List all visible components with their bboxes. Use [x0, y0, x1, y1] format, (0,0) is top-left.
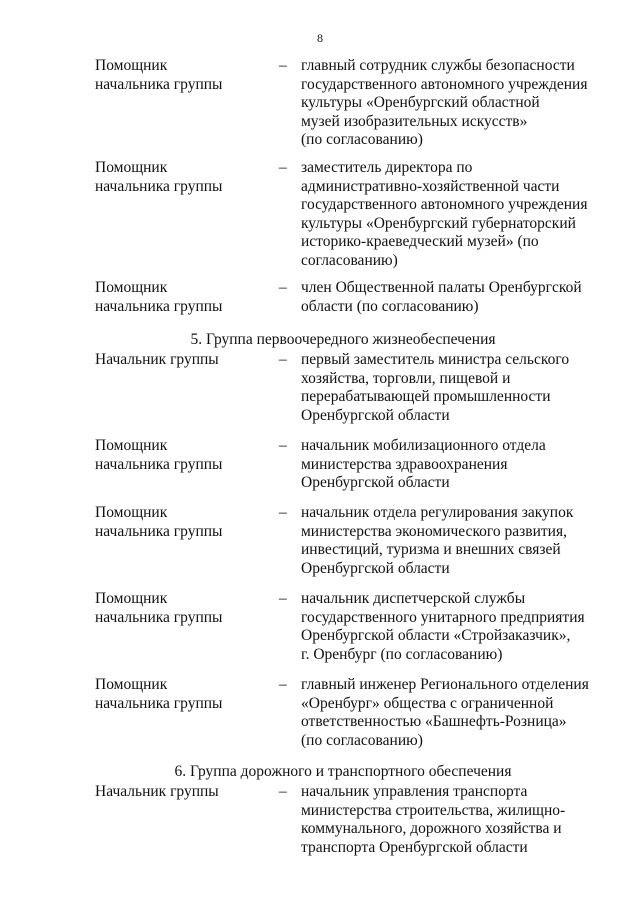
role-line: Помощник — [95, 437, 168, 454]
list-item — [0, 590, 640, 663]
role-line: начальника группы — [95, 297, 223, 315]
description-line: области (по согласованию) — [301, 297, 479, 315]
role-label — [95, 783, 265, 802]
description-line: главный инженер Регионального отделения — [301, 676, 589, 693]
position-description — [301, 351, 601, 425]
description-line: ответственностью «Башнефть-Розница» — [301, 713, 567, 730]
dash-separator: – — [279, 159, 287, 176]
position-description — [301, 279, 601, 316]
page-number: 8 — [317, 31, 323, 45]
description-line: государственного унитарного предприятия — [301, 608, 585, 626]
list-item — [0, 159, 640, 269]
description-line: транспорта Оренбургской области — [301, 838, 528, 856]
description-line: инвестиций, туризма и внешних связей — [301, 541, 561, 558]
role-line: Начальник группы — [95, 351, 219, 368]
role-line: начальника группы — [95, 522, 223, 540]
description-line: начальник мобилизационного отдела — [301, 437, 546, 454]
description-line: историко-краеведческий музей» (по — [301, 233, 539, 250]
role-line: начальника группы — [95, 694, 223, 712]
dash-separator: – — [279, 437, 287, 454]
role-label — [95, 504, 265, 541]
description-line: Оренбургской области — [301, 559, 450, 577]
list-item — [0, 783, 640, 856]
role-label — [95, 437, 265, 474]
role-line: Начальник группы — [95, 783, 219, 800]
role-label — [95, 159, 265, 196]
position-description — [301, 676, 601, 750]
role-line: Помощник — [95, 676, 168, 693]
position-description — [301, 57, 601, 150]
dash-separator: – — [279, 590, 287, 607]
role-label — [95, 57, 265, 94]
position-description — [301, 504, 601, 578]
description-line: хозяйства, торговли, пищевой и — [301, 369, 511, 387]
description-line: министерства строительства, жилищно- — [301, 801, 566, 819]
description-line: (по согласованию) — [301, 731, 423, 749]
description-line: Оренбургской области — [301, 406, 450, 424]
role-line: Помощник — [95, 57, 168, 74]
description-line: г. Оренбург (по согласованию) — [301, 645, 503, 663]
role-label — [95, 279, 265, 316]
description-line: (по согласованию) — [301, 131, 423, 148]
description-line: музей изобразительных искусств» — [301, 112, 528, 130]
description-line: заместитель директора по — [301, 159, 473, 176]
description-line: министерства здравоохранения — [301, 455, 508, 473]
description-line: коммунального, дорожного хозяйства и — [301, 820, 562, 837]
description-line: согласованию) — [301, 251, 398, 269]
dash-separator: – — [279, 504, 287, 521]
list-item — [0, 57, 640, 148]
role-label — [95, 351, 265, 370]
dash-separator: – — [279, 351, 287, 368]
position-description — [301, 159, 601, 270]
list-item — [0, 279, 640, 315]
position-description — [301, 783, 601, 857]
description-line: административно-хозяйственной части — [301, 177, 560, 195]
section-heading: 5. Группа первоочередного жизнеобеспечения — [190, 331, 496, 348]
role-line: начальника группы — [95, 608, 223, 626]
role-label — [95, 676, 265, 713]
section-heading: 6. Группа дорожного и транспортного обеспечения — [174, 763, 512, 780]
description-line: первый заместитель министра сельского — [301, 351, 570, 368]
role-line: начальника группы — [95, 75, 223, 93]
description-line: начальник управления транспорта — [301, 783, 528, 800]
list-item — [0, 676, 640, 749]
dash-separator: – — [279, 783, 287, 800]
role-label — [95, 590, 265, 627]
description-line: перерабатывающей промышленности — [301, 388, 551, 405]
dash-separator: – — [279, 676, 287, 693]
description-line: Оренбургской области «Стройзаказчик», — [301, 627, 571, 644]
description-line: член Общественной палаты Оренбургской — [301, 279, 582, 296]
description-line: главный сотрудник службы безопасности — [301, 57, 575, 74]
role-line: Помощник — [95, 504, 168, 521]
dash-separator: – — [279, 279, 287, 296]
description-line: культуры «Оренбургский губернаторский — [301, 214, 576, 232]
description-line: культуры «Оренбургский областной — [301, 94, 540, 111]
list-item — [0, 437, 640, 491]
description-line: «Оренбург» общества с ограниченной — [301, 694, 554, 712]
description-line: министерства экономического развития, — [301, 522, 567, 540]
description-line: Оренбургской области — [301, 474, 450, 491]
description-line: государственного автономного учреждения — [301, 196, 588, 213]
position-description — [301, 590, 601, 664]
position-description — [301, 437, 601, 493]
list-item — [0, 351, 640, 424]
dash-separator: – — [279, 57, 287, 74]
role-line: Помощник — [95, 590, 168, 607]
description-line: государственного автономного учреждения — [301, 75, 588, 93]
list-item — [0, 504, 640, 577]
description-line: начальник отдела регулирования закупок — [301, 504, 574, 521]
description-line: начальник диспетчерской службы — [301, 590, 526, 607]
role-line: начальника группы — [95, 177, 223, 195]
role-line: начальника группы — [95, 455, 223, 473]
role-line: Помощник — [95, 159, 168, 176]
role-line: Помощник — [95, 279, 168, 296]
